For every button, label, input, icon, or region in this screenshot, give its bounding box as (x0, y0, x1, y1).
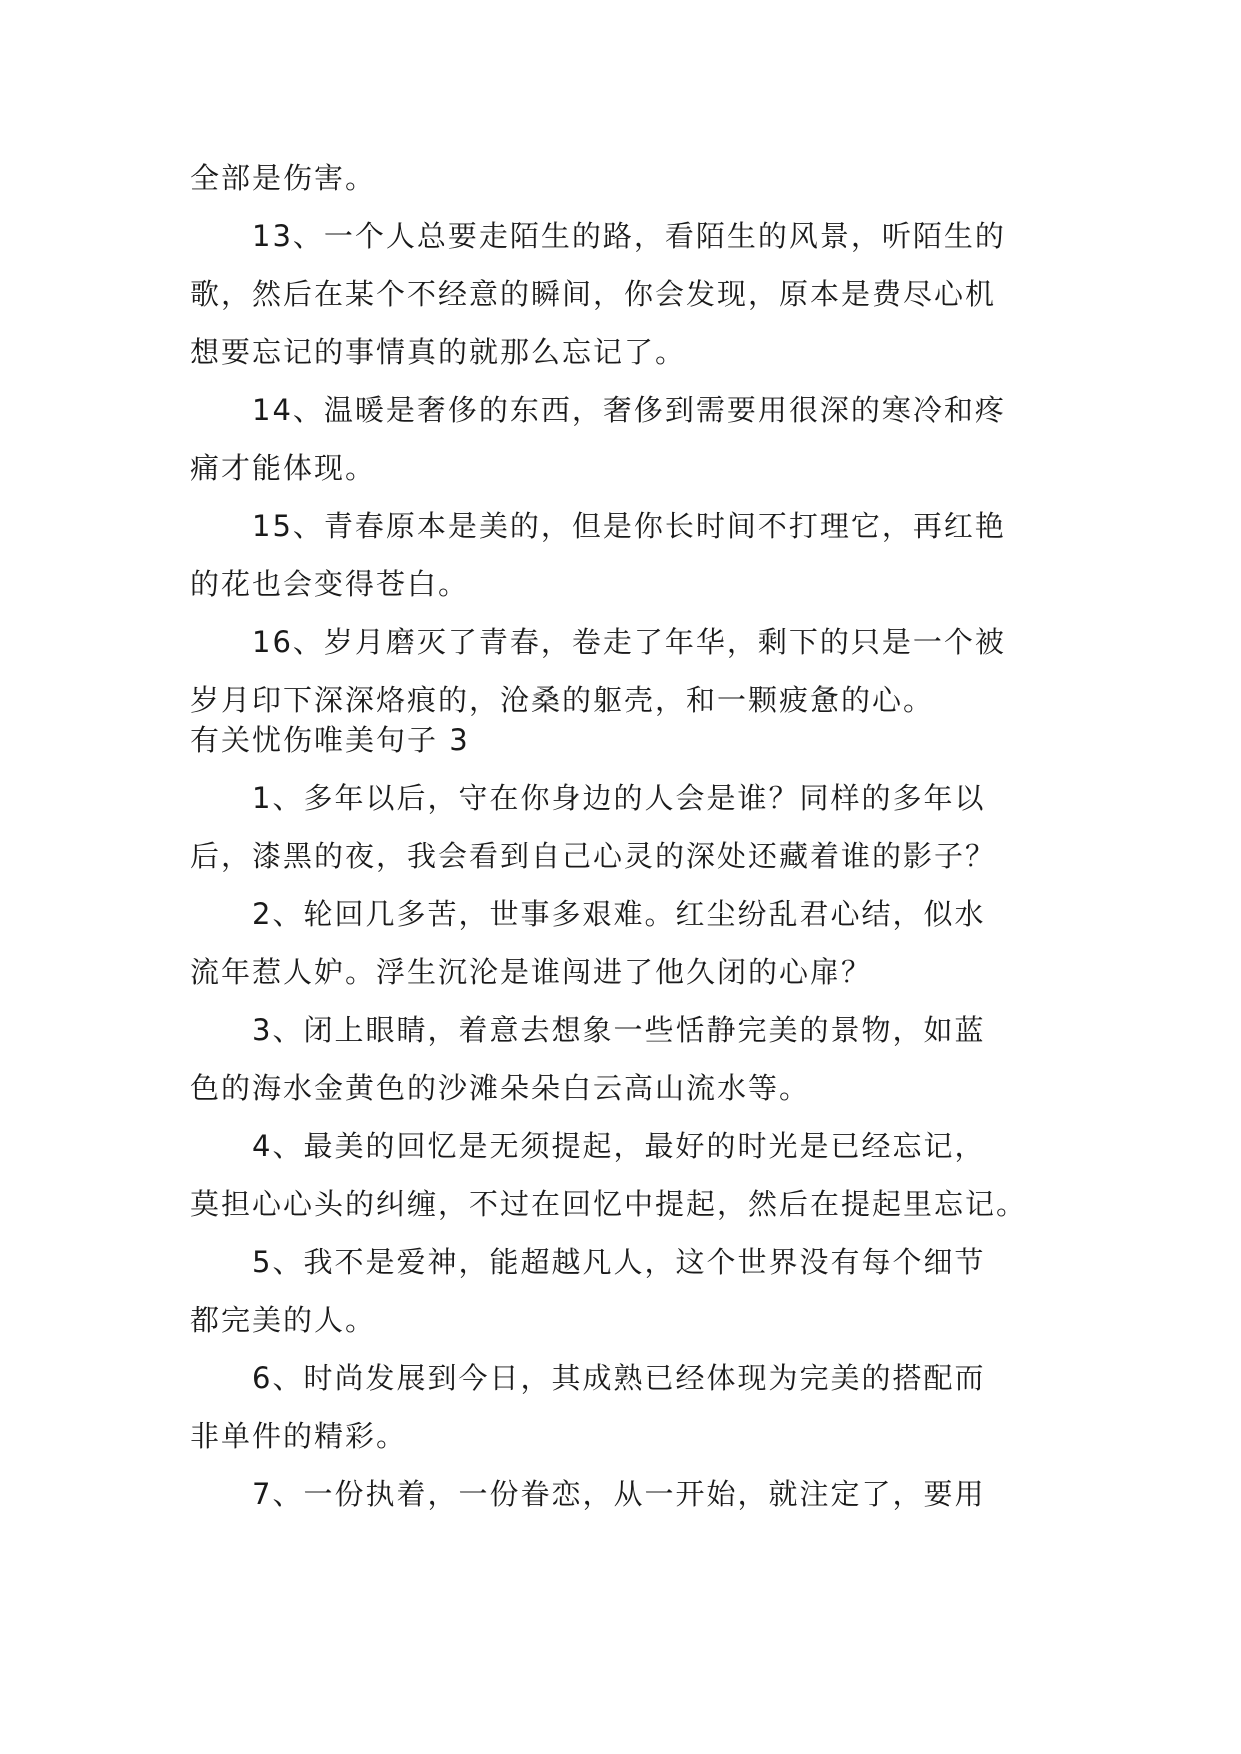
paragraph-14-line-1: 14、温暖是奢侈的东西，奢侈到需要用很深的寒冷和疼 (252, 393, 1006, 427)
paragraph-16-line-1: 16、岁月磨灭了青春，卷走了年华，剩下的只是一个被 (252, 625, 1006, 659)
paragraph-7-line-1: 7、一份执着，一份眷恋，从一开始，就注定了，要用 (252, 1477, 986, 1511)
paragraph-4-line-2: 莫担心心头的纠缠，不过在回忆中提起，然后在提起里忘记。 (190, 1187, 1028, 1221)
paragraph-2-line-1: 2、轮回几多苦，世事多艰难。红尘纷乱君心结，似水 (252, 897, 986, 931)
document-body (190, 158, 1050, 1514)
paragraph-6-line-1: 6、时尚发展到今日，其成熟已经体现为完美的搭配而 (252, 1361, 986, 1395)
paragraph-2-line-2: 流年惹人妒。浮生沉沦是谁闯进了他久闭的心扉？ (190, 955, 873, 989)
paragraph-1-line-1: 1、多年以后，守在你身边的人会是谁？同样的多年以 (252, 781, 986, 815)
paragraph-14-line-2: 痛才能体现。 (190, 451, 377, 485)
paragraph-4-line-1: 4、最美的回忆是无须提起，最好的时光是已经忘记， (252, 1129, 986, 1163)
paragraph-1-line-2: 后，漆黑的夜，我会看到自己心灵的深处还藏着谁的影子？ (190, 839, 997, 873)
section-heading: 有关忧伤唯美句子 3 (190, 723, 470, 757)
paragraph-15-line-2: 的花也会变得苍白。 (190, 567, 470, 601)
paragraph-3-line-1: 3、闭上眼睛，着意去想象一些恬静完美的景物，如蓝 (252, 1013, 986, 1047)
paragraph-13-line-2: 歌，然后在某个不经意的瞬间，你会发现，原本是费尽心机 (190, 277, 997, 311)
paragraph-15-line-1: 15、青春原本是美的，但是你长时间不打理它，再红艳 (252, 509, 1006, 543)
paragraph-5-line-2: 都完美的人。 (190, 1303, 377, 1337)
paragraph-16-line-2: 岁月印下深深烙痕的，沧桑的躯壳，和一颗疲惫的心。 (190, 683, 935, 717)
paragraph-6-line-2: 非单件的精彩。 (190, 1419, 408, 1453)
paragraph-13-line-1: 13、一个人总要走陌生的路，看陌生的风景，听陌生的 (252, 219, 1006, 253)
text-line: 全部是伤害。 (190, 161, 377, 195)
paragraph-5-line-1: 5、我不是爱神，能超越凡人，这个世界没有每个细节 (252, 1245, 986, 1279)
paragraph-3-line-2: 色的海水金黄色的沙滩朵朵白云高山流水等。 (190, 1071, 811, 1105)
paragraph-13-line-3: 想要忘记的事情真的就那么忘记了。 (190, 335, 687, 369)
